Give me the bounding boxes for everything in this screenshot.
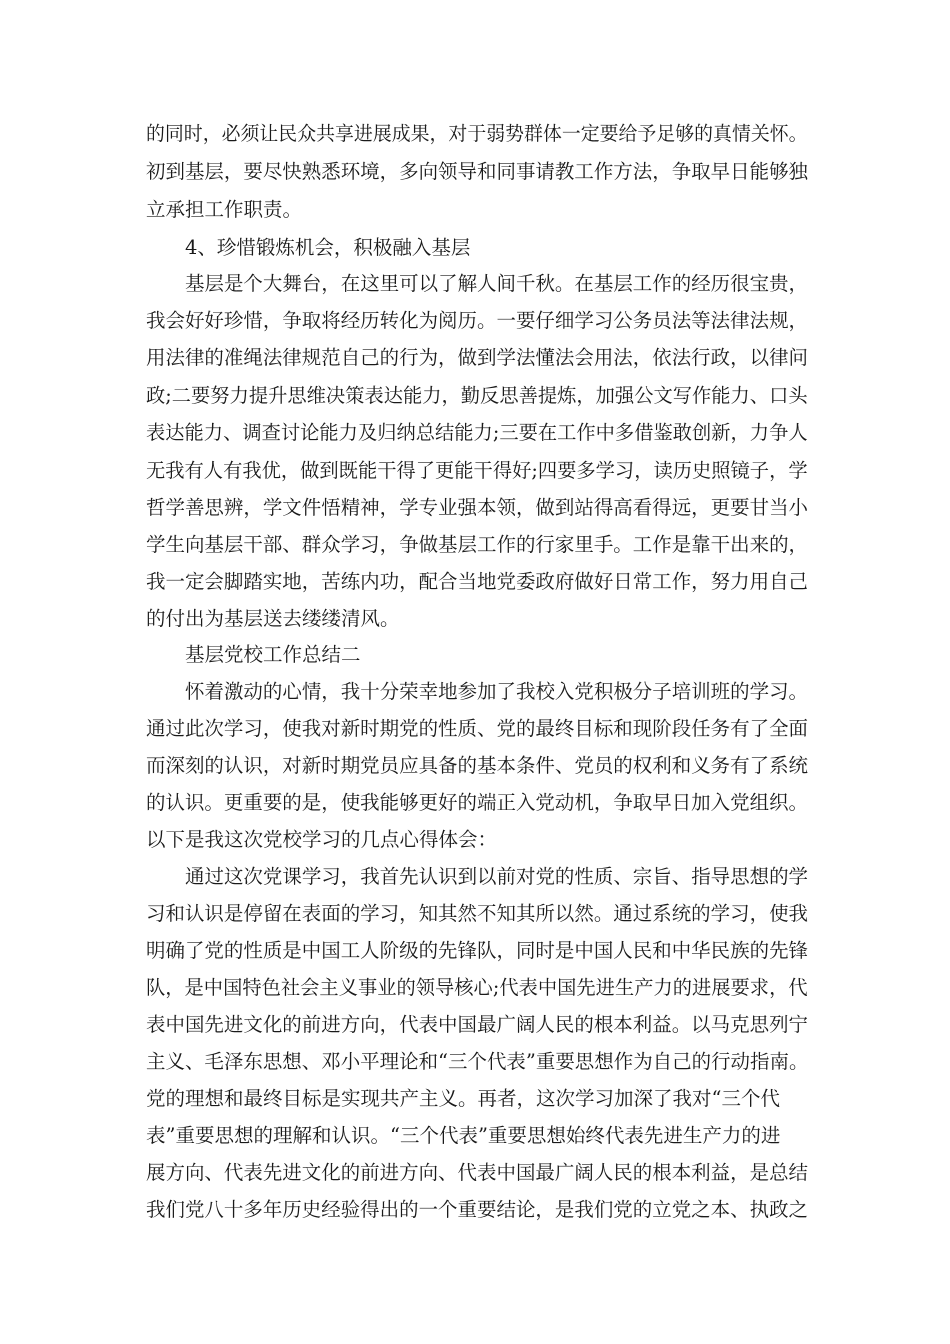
body-text-line: 的认识。更重要的是，使我能够更好的端正入党动机，争取早日加入党组织。 bbox=[146, 791, 809, 814]
body-text-line: 习和认识是停留在表面的学习，知其然不知其所以然。通过系统的学习，使我 bbox=[146, 902, 809, 925]
body-text-line: 哲学善思辨，学文件悟精神，学专业强本领，做到站得高看得远，更要甘当小 bbox=[146, 496, 809, 519]
body-text-line: 通过此次学习，使我对新时期党的性质、党的最终目标和现阶段任务有了全面 bbox=[146, 717, 809, 740]
section-heading: 基层党校工作总结二 bbox=[185, 643, 361, 666]
body-text-line: 我一定会脚踏实地，苦练内功，配合当地党委政府做好日常工作，努力用自己 bbox=[146, 570, 809, 593]
body-text-line: 队，是中国特色社会主义事业的领导核心;代表中国先进生产力的进展要求，代 bbox=[146, 976, 808, 999]
body-text-line: 明确了党的性质是中国工人阶级的先锋队，同时是中国人民和中华民族的先锋 bbox=[146, 939, 809, 962]
body-text-line: 表”重要思想的理解和认识。“三个代表”重要思想始终代表先进生产力的进 bbox=[146, 1124, 781, 1147]
body-text-line: 初到基层，要尽快熟悉环境，多向领导和同事请教工作方法，争取早日能够独 bbox=[146, 160, 809, 183]
section-heading: 4、珍惜锻炼机会，积极融入基层 bbox=[185, 236, 471, 259]
body-text-line: 以下是我这次党校学习的几点心得体会： bbox=[146, 828, 498, 851]
body-text-line: 的同时，必须让民众共享进展成果，对于弱势群体一定要给予足够的真情关怀。 bbox=[146, 122, 808, 145]
body-text-line: 而深刻的认识，对新时期党员应具备的基本条件、党员的权利和义务有了系统 bbox=[146, 754, 809, 777]
body-text-line: 基层是个大舞台，在这里可以了解人间千秋。在基层工作的经历很宝贵， bbox=[185, 272, 809, 295]
body-text-line: 党的理想和最终目标是实现共产主义。再者，这次学习加深了我对“三个代 bbox=[146, 1087, 780, 1110]
body-text-line: 表中国先进文化的前进方向，代表中国最广阔人民的根本利益。以马克思列宁 bbox=[146, 1013, 809, 1036]
body-text-line: 用法律的准绳法律规范自己的行为，做到学法懂法会用法，依法行政，以律问 bbox=[146, 346, 809, 369]
body-text-line: 我会好好珍惜，争取将经历转化为阅历。一要仔细学习公务员法等法律法规， bbox=[146, 309, 809, 332]
body-text-line: 怀着激动的心情，我十分荣幸地参加了我校入党积极分子培训班的学习。 bbox=[185, 680, 809, 703]
body-text-line: 我们党八十多年历史经验得出的一个重要结论，是我们党的立党之本、执政之 bbox=[146, 1198, 809, 1221]
body-text-line: 无我有人有我优，做到既能干得了更能干得好;四要多学习，读历史照镜子，学 bbox=[146, 459, 808, 482]
body-text-line: 表达能力、调查讨论能力及归纳总结能力;三要在工作中多借鉴敢创新，力争人 bbox=[146, 421, 808, 444]
body-text-line: 通过这次党课学习，我首先认识到以前对党的性质、宗旨、指导思想的学 bbox=[185, 865, 809, 888]
body-text-line: 主义、毛泽东思想、邓小平理论和“三个代表”重要思想作为自己的行动指南。 bbox=[146, 1050, 809, 1073]
body-text-line: 的付出为基层送去缕缕清风。 bbox=[146, 607, 400, 630]
body-text-line: 政;二要努力提升思维决策表达能力，勤反思善提炼，加强公文写作能力、口头 bbox=[146, 384, 808, 407]
body-text-line: 学生向基层干部、群众学习，争做基层工作的行家里手。工作是靠干出来的， bbox=[146, 533, 809, 556]
body-text-line: 立承担工作职责。 bbox=[146, 198, 303, 221]
body-text-line: 展方向、代表先进文化的前进方向、代表中国最广阔人民的根本利益，是总结 bbox=[146, 1161, 809, 1184]
